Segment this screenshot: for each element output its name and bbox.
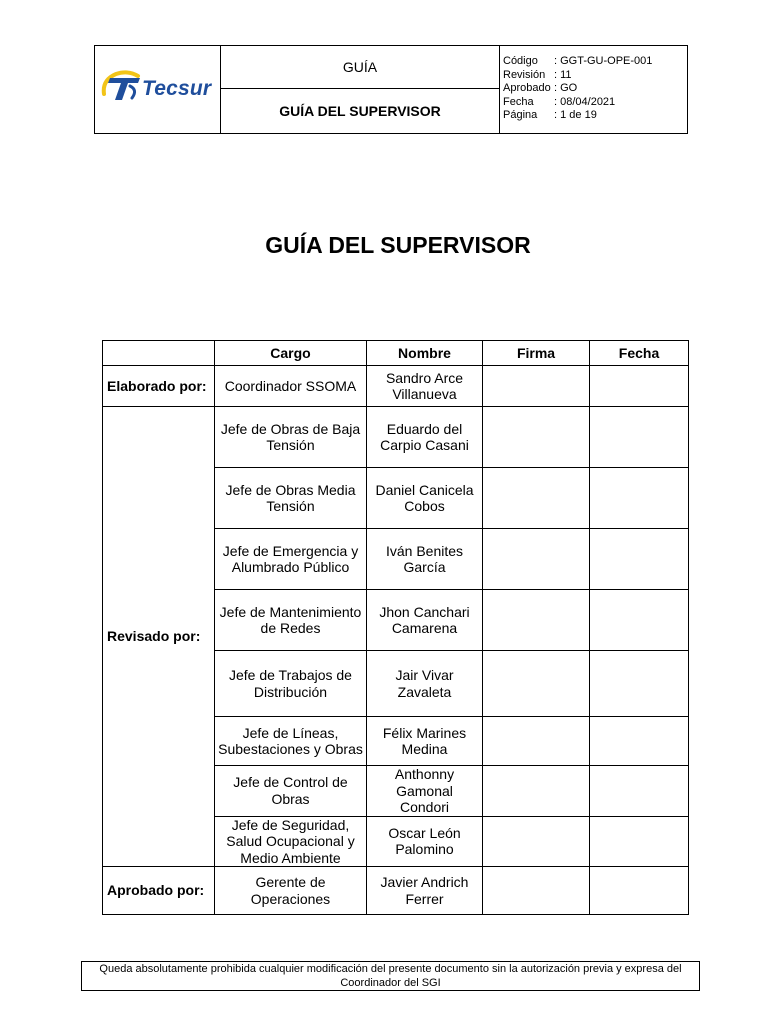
firma-cell	[483, 468, 590, 529]
cargo-cell: Jefe de Obras Media Tensión	[215, 468, 367, 529]
company-name: Tecsur	[142, 77, 212, 100]
header-cell-firma: Firma	[483, 341, 590, 366]
header-cell-fecha: Fecha	[590, 341, 689, 366]
cargo-cell: Gerente de Operaciones	[215, 867, 367, 915]
company-logo	[95, 46, 221, 133]
meta-revision	[503, 69, 685, 83]
meta-value: : 08/04/2021	[554, 95, 616, 108]
meta-key: Aprobado	[503, 82, 551, 94]
cargo-cell: Jefe de Control de Obras	[215, 766, 367, 817]
document-metadata	[503, 55, 685, 123]
meta-value: : 1 de 19	[554, 109, 597, 121]
page-title: GUÍA DEL SUPERVISOR	[265, 232, 531, 258]
fecha-cell	[590, 590, 689, 651]
cargo-cell: Jefe de Mantenimiento de Redes	[215, 590, 367, 651]
cargo-cell: Coordinador SSOMA	[215, 366, 367, 407]
fecha-cell	[590, 407, 689, 468]
fecha-cell	[590, 366, 689, 407]
approvals-table	[102, 340, 689, 915]
cargo-cell: Jefe de Seguridad, Salud Ocupacional y Medio Ambiente	[215, 816, 367, 867]
fecha-cell	[590, 717, 689, 766]
firma-cell	[483, 651, 590, 717]
role-revisado: Revisado por:	[103, 407, 215, 867]
role-aprobado: Aprobado por:	[103, 867, 215, 915]
role-elaborado: Elaborado por:	[103, 366, 215, 407]
firma-cell	[483, 529, 590, 590]
tecsur-logo-icon	[100, 68, 144, 104]
fecha-cell	[590, 651, 689, 717]
cargo-cell: Jefe de Trabajos de Distribución	[215, 651, 367, 717]
fecha-cell	[590, 529, 689, 590]
footer-notice: Queda absolutamente prohibida cualquier modificación del presente documento sin la autorización previa y expresa del Coordinador del SGI	[81, 961, 700, 991]
firma-cell	[483, 407, 590, 468]
meta-codigo	[503, 55, 685, 69]
firma-cell	[483, 816, 590, 867]
meta-key: Revisión	[503, 68, 546, 81]
fecha-cell	[590, 468, 689, 529]
meta-value: : 11	[554, 68, 572, 81]
nombre-cell: Javier Andrich Ferrer	[367, 867, 483, 915]
cargo-cell: Jefe de Emergencia y Alumbrado Público	[215, 529, 367, 590]
document-header	[94, 45, 688, 134]
cargo-cell: Jefe de Obras de Baja Tensión	[215, 407, 367, 468]
cargo-cell: Jefe de Líneas, Subestaciones y Obras	[215, 717, 367, 766]
header-center	[221, 46, 500, 133]
meta-value: : GO	[554, 82, 578, 94]
document-type: GUÍA	[221, 46, 499, 89]
nombre-cell: Sandro Arce Villanueva	[367, 366, 483, 407]
firma-cell	[483, 717, 590, 766]
meta-key: Página	[503, 109, 538, 121]
header-cell-nombre: Nombre	[367, 341, 483, 366]
fecha-cell	[590, 766, 689, 817]
meta-key: Código	[503, 55, 538, 67]
table-row	[103, 867, 689, 915]
nombre-cell: Jair Vivar Zavaleta	[367, 651, 483, 717]
nombre-cell: Eduardo del Carpio Casani	[367, 407, 483, 468]
fecha-cell	[590, 867, 689, 915]
table-row	[103, 366, 689, 407]
meta-aprobado	[503, 82, 685, 96]
firma-cell	[483, 766, 590, 817]
document-header-title: GUÍA DEL SUPERVISOR	[279, 103, 441, 119]
header-cell-cargo: Cargo	[215, 341, 367, 366]
firma-cell	[483, 590, 590, 651]
meta-key: Fecha	[503, 95, 534, 108]
nombre-cell: Anthonny Gamonal Condori	[367, 766, 483, 817]
nombre-cell: Iván Benites García	[367, 529, 483, 590]
table-header-row	[103, 341, 689, 366]
nombre-cell: Oscar León Palomino	[367, 816, 483, 867]
nombre-cell: Daniel Canicela Cobos	[367, 468, 483, 529]
nombre-cell: Félix Marines Medina	[367, 717, 483, 766]
meta-value: : GGT-GU-OPE-001	[554, 55, 653, 67]
header-cell-empty	[103, 341, 215, 366]
firma-cell	[483, 366, 590, 407]
fecha-cell	[590, 816, 689, 867]
nombre-cell: Jhon Canchari Camarena	[367, 590, 483, 651]
meta-fecha	[503, 96, 685, 110]
meta-pagina	[503, 109, 685, 123]
table-row	[103, 407, 689, 468]
firma-cell	[483, 867, 590, 915]
